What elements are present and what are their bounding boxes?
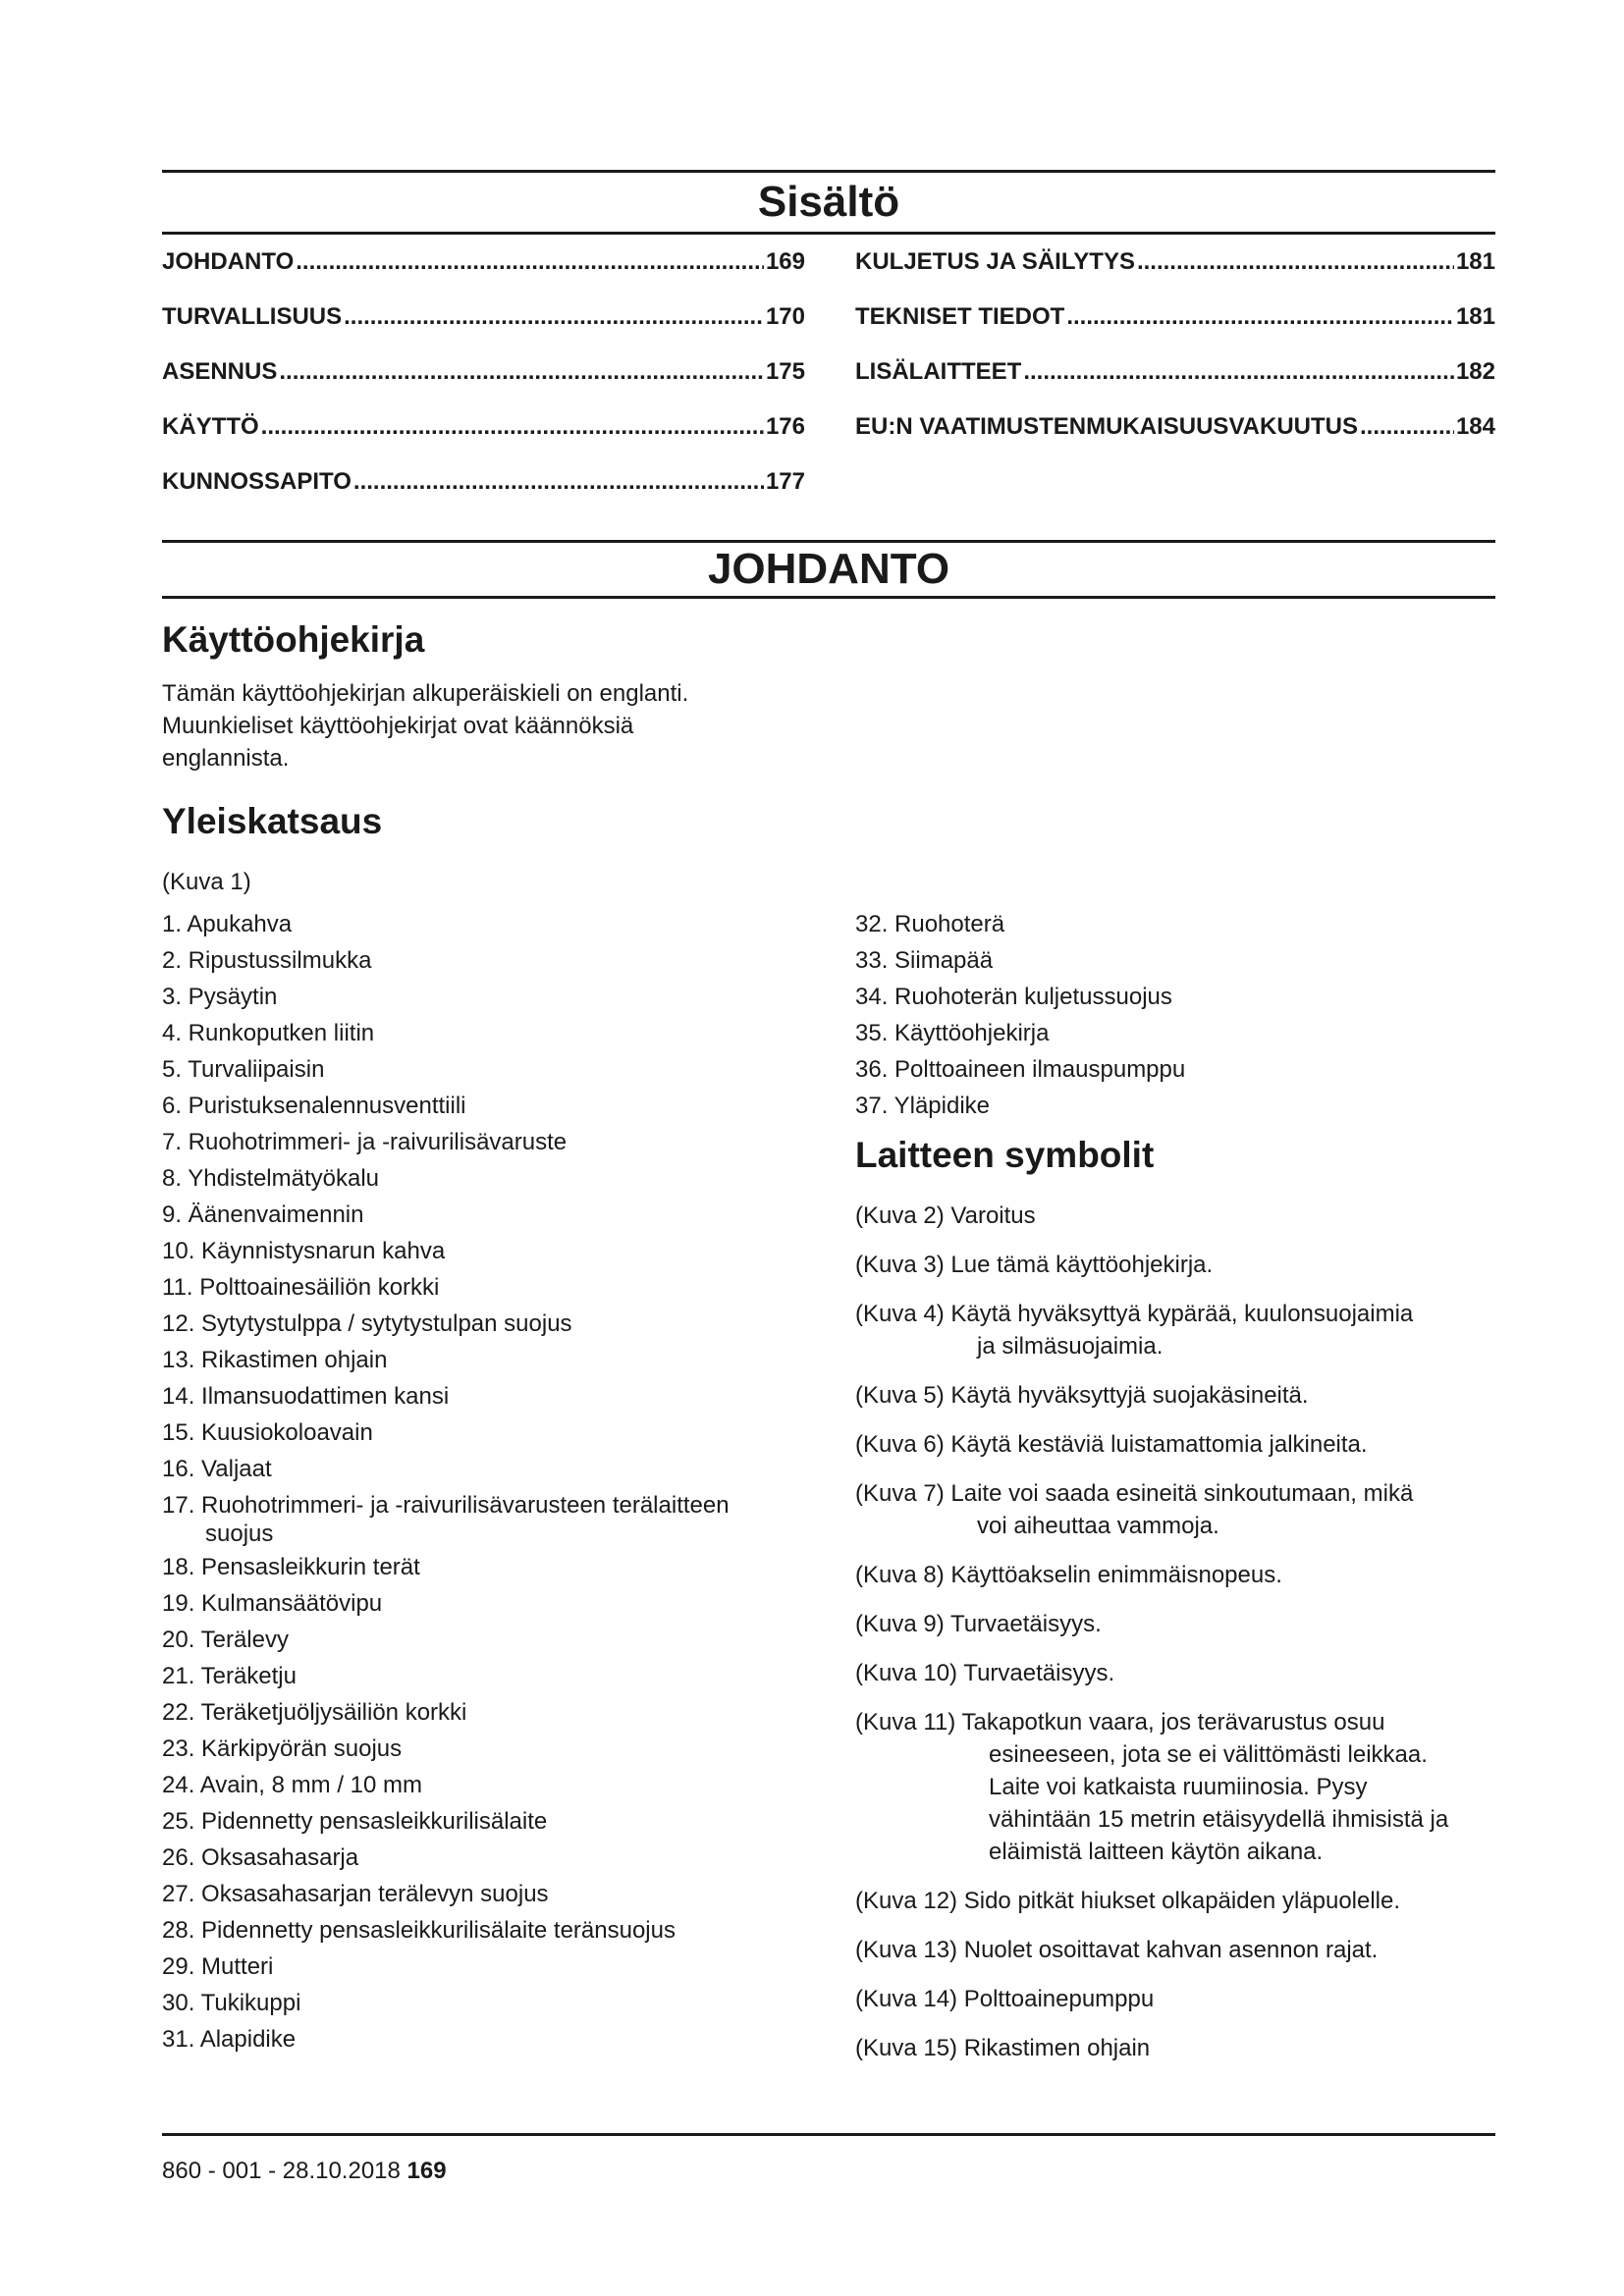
toc-title: Sisältö [757,178,900,226]
list-item: 17. Ruohotrimmeri- ja -raivurilisävarusteen terälaitteen suojus [162,1492,730,1547]
top-rule [162,170,1495,173]
toc-entry[interactable]: EU:N VAATIMUSTENMUKAISUUSVAKUUTUS ..... 184 [855,413,1495,468]
figure-ref: (Kuva 6) [855,1431,945,1458]
page-number: 169 [406,2158,447,2184]
list-item: 15. Kuusiokoloavain [162,1419,373,1446]
list-item: 23. Kärkipyörän suojus [162,1735,403,1762]
list-item: 32. Ruohoterä [855,911,1005,937]
list-item: 22. Teräketjuöljysäiliön korkki [162,1699,467,1726]
list-item: 16. Valjaat [162,1456,272,1482]
list-item: 27. Oksasahasarjan terälevyn suojus [162,1881,549,1907]
symbol-text: ja silmäsuojaimia. [977,1333,1164,1360]
toc-entry[interactable]: ASENNUS ..... 175 [162,358,805,413]
figure-ref: (Kuva 11) [855,1709,956,1735]
list-item: 33. Siimapää [855,947,994,974]
list-item: 37. Yläpidike [855,1093,990,1119]
list-item: 4. Runkoputken liitin [162,1020,375,1046]
symbol-text: Laite voi katkaista ruumiinosia. Pysy [989,1774,1368,1800]
figure-ref: (Kuva 3) [855,1252,945,1278]
symbol-item [855,1983,1495,2015]
symbol-item [855,1559,1495,1591]
list-item: 9. Äänenvaimennin [162,1201,364,1228]
parts-list-right [855,906,1495,1124]
symbol-text: Käytä hyväksyttyjä suojakäsineitä. [950,1382,1309,1409]
list-item: 2. Ripustussilmukka [162,947,372,974]
symbol-item [855,1934,1495,1966]
symbol-text: voi aiheuttaa vammoja. [977,1513,1219,1539]
figure-ref: (Kuva 2) [855,1202,945,1229]
manual-text: Tämän käyttöohjekirjan alkuperäiskieli on englanti. Muunkieliset käyttöohjekirjat ovat käännöksiä englannista. [162,680,689,772]
figure-ref: (Kuva 1) [162,869,251,895]
symbol-item [855,1608,1495,1640]
chapter-title: JOHDANTO [707,545,950,593]
footer-rule [162,2133,1495,2136]
symbol-text: Polttoainepumppu [963,1986,1155,2012]
overview-heading: Yleiskatsaus [162,801,383,841]
list-item: 11. Polttoainesäiliön korkki [162,1274,440,1301]
figure-ref: (Kuva 10) [855,1660,958,1686]
symbol-text: Käytä hyväksyttyä kypärää, kuulonsuojaimia [950,1301,1414,1327]
symbol-text: Turvaetäisyys. [949,1611,1102,1637]
toc-entry[interactable]: KÄYTTÖ ..... 176 [162,413,805,468]
chapter-bottom-rule [162,596,1495,599]
symbol-text: Takapotkun vaara, jos terävarustus osuu [961,1709,1385,1735]
list-item: 34. Ruohoterän kuljetussuojus [855,984,1172,1010]
toc-entry[interactable]: KUNNOSSAPITO ..... 177 [162,468,805,523]
list-item: 36. Polttoaineen ilmauspumppu [855,1056,1186,1083]
symbol-text: Rikastimen ohjain [963,2035,1151,2061]
list-item: 24. Avain, 8 mm / 10 mm [162,1772,422,1798]
list-item: 31. Alapidike [162,2026,297,2053]
list-item: 10. Käynnistysnarun kahva [162,1238,446,1264]
list-item: 12. Sytytystulppa / sytytystulpan suojus [162,1310,572,1337]
list-item: 28. Pidennetty pensasleikkurilisälaite teränsuojus [162,1917,676,1944]
symbol-item [855,1657,1495,1689]
page [162,0,1495,2296]
symbol-text: eläimistä laitteen käytön aikana. [989,1839,1324,1865]
symbol-item [855,1706,1495,1868]
list-item: 6. Puristuksenalennusventtiili [162,1093,466,1119]
symbol-item [855,1298,1495,1362]
symbol-text: Varoitus [950,1202,1036,1229]
symbols-list [855,1200,1495,2081]
list-item: 7. Ruohotrimmeri- ja -raivurilisävaruste [162,1129,568,1155]
figure-ref: (Kuva 9) [855,1611,945,1637]
symbol-text: Laite voi saada esineitä sinkoutumaan, mikä [950,1480,1414,1507]
toc-entry[interactable]: TEKNISET TIEDOT ..... 181 [855,303,1495,358]
figure-ref: (Kuva 5) [855,1382,945,1409]
list-item: 29. Mutteri [162,1953,274,1980]
list-item: 25. Pidennetty pensasleikkurilisälaite [162,1808,548,1835]
document-id: 860 - 001 - 28.10.2018 [162,2158,401,2184]
symbol-item [855,1249,1495,1281]
symbol-item [855,1428,1495,1461]
symbol-item [855,2032,1495,2064]
list-item: 13. Rikastimen ohjain [162,1347,388,1373]
symbol-text: Nuolet osoittavat kahvan asennon rajat. [963,1937,1379,1963]
toc-entry[interactable]: JOHDANTO ..... 169 [162,248,805,303]
parts-list-left [162,906,810,2057]
symbol-text: Käyttöakselin enimmäisnopeus. [950,1562,1282,1588]
figure-ref: (Kuva 13) [855,1937,958,1963]
symbol-item [855,1885,1495,1917]
figure-ref: (Kuva 12) [855,1888,958,1914]
symbol-text: Sido pitkät hiukset olkapäiden yläpuolelle. [963,1888,1401,1914]
toc-right-column [855,248,1495,468]
page-footer [162,2158,447,2185]
figure-ref: (Kuva 8) [855,1562,945,1588]
list-item: 3. Pysäytin [162,984,278,1010]
chapter-top-rule [162,540,1495,543]
toc-title-rule [162,232,1495,235]
list-item: 35. Käyttöohjekirja [855,1020,1050,1046]
list-item: 20. Terälevy [162,1627,289,1653]
toc-entry[interactable]: TURVALLISUUS ..... 170 [162,303,805,358]
symbols-heading: Laitteen symbolit [855,1135,1155,1175]
toc-left-column [162,248,805,523]
figure-ref: (Kuva 4) [855,1301,945,1327]
list-item: 8. Yhdistelmätyökalu [162,1165,380,1192]
manual-heading: Käyttöohjekirja [162,619,425,660]
toc-entry[interactable]: KULJETUS JA SÄILYTYS ..... 181 [855,248,1495,303]
figure-ref: (Kuva 14) [855,1986,958,2012]
symbol-text: Käytä kestäviä luistamattomia jalkineita. [950,1431,1368,1458]
symbol-text: Lue tämä käyttöohjekirja. [950,1252,1214,1278]
list-item: 14. Ilmansuodattimen kansi [162,1383,450,1410]
list-item: 26. Oksasahasarja [162,1844,359,1871]
symbol-text: esineeseen, jota se ei välittömästi leikkaa. [989,1741,1428,1768]
symbol-item [855,1477,1495,1542]
list-item: 21. Teräketju [162,1663,297,1689]
list-item: 30. Tukikuppi [162,1990,301,2016]
list-item: 18. Pensasleikkurin terät [162,1554,420,1580]
symbol-text: vähintään 15 metrin etäisyydellä ihmisistä ja [989,1806,1449,1833]
figure-ref: (Kuva 7) [855,1480,945,1507]
list-item: 1. Apukahva [162,911,293,937]
symbol-item [855,1200,1495,1232]
list-item: 19. Kulmansäätövipu [162,1590,383,1617]
figure-ref: (Kuva 15) [855,2035,958,2061]
toc-entry[interactable]: LISÄLAITTEET ..... 182 [855,358,1495,413]
list-item: 5. Turvaliipaisin [162,1056,325,1083]
symbol-text: Turvaetäisyys. [963,1660,1115,1686]
symbol-item [855,1379,1495,1412]
